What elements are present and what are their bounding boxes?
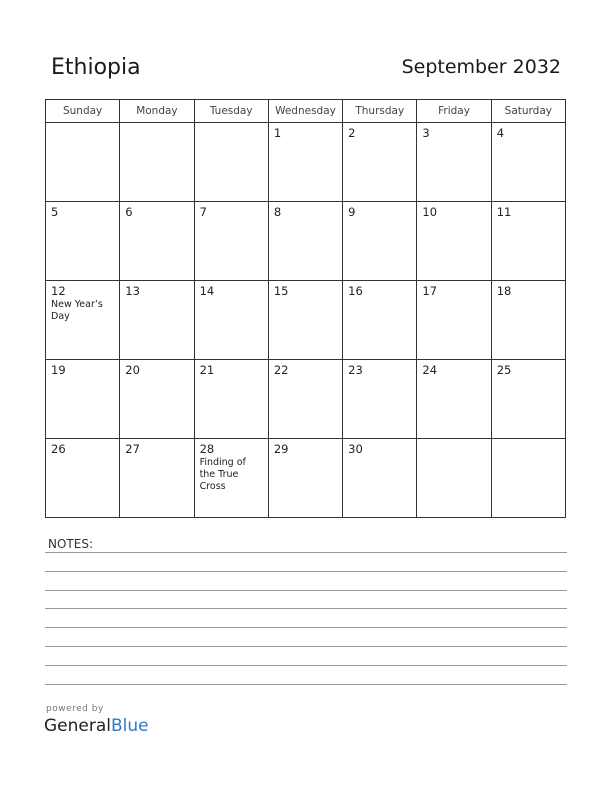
day-cell: [120, 439, 194, 518]
day-cell: [120, 281, 194, 360]
calendar-grid: [45, 99, 566, 518]
weekday-wednesday: Wednesday: [268, 100, 342, 123]
note-line: [45, 571, 567, 572]
weekday-sunday: Sunday: [46, 100, 120, 123]
weekday-header-row: [46, 100, 566, 123]
day-number: 11: [496, 205, 512, 219]
day-cell: [268, 202, 342, 281]
day-number: 28: [199, 442, 215, 456]
day-cell: [417, 123, 491, 202]
day-cell: [120, 360, 194, 439]
day-number: 30: [348, 442, 363, 456]
week-row: [46, 123, 566, 202]
holiday-label: New Year’s Day: [51, 299, 103, 322]
day-cell: [491, 281, 565, 360]
day-cell: [343, 439, 417, 518]
powered-by-text: powered by: [46, 704, 104, 714]
weekday-saturday: Saturday: [491, 100, 565, 123]
day-cell: [343, 360, 417, 439]
day-cell: [120, 123, 194, 202]
day-number: 13: [125, 284, 140, 298]
week-row: [46, 202, 566, 281]
day-number: 17: [422, 284, 438, 298]
brand-logo: [44, 716, 149, 736]
day-cell: [46, 123, 120, 202]
weekday-friday: Friday: [417, 100, 491, 123]
day-cell: [343, 281, 417, 360]
day-cell: [194, 439, 268, 518]
day-number: 10: [422, 205, 438, 219]
note-line: [45, 552, 567, 553]
brand-blue: Blue: [111, 716, 149, 736]
day-cell: [194, 123, 268, 202]
day-number: 19: [51, 363, 66, 377]
day-number: 22: [273, 363, 289, 377]
country-title: Ethiopia: [51, 55, 141, 80]
day-cell: [343, 123, 417, 202]
day-cell: [194, 360, 268, 439]
day-number: 1: [273, 126, 282, 140]
note-line: [45, 590, 567, 591]
day-cell: [46, 281, 120, 360]
day-cell: [46, 439, 120, 518]
day-number: 24: [422, 363, 438, 377]
month-year-title: September 2032: [401, 56, 561, 78]
day-number: 8: [273, 205, 282, 219]
note-line: [45, 608, 567, 609]
day-number: 5: [51, 205, 59, 219]
day-cell: [491, 439, 565, 518]
day-cell: [268, 281, 342, 360]
day-number: 29: [273, 442, 289, 456]
note-line: [45, 646, 567, 647]
day-number: 2: [348, 126, 356, 140]
day-number: 18: [496, 284, 512, 298]
notes-label: NOTES:: [48, 537, 93, 551]
week-row: [46, 439, 566, 518]
note-line: [45, 627, 567, 628]
weekday-tuesday: Tuesday: [194, 100, 268, 123]
day-cell: [194, 281, 268, 360]
week-row: [46, 360, 566, 439]
day-number: 14: [199, 284, 215, 298]
note-line: [45, 684, 567, 685]
day-number: 27: [125, 442, 140, 456]
weekday-monday: Monday: [120, 100, 194, 123]
week-row: [46, 281, 566, 360]
day-number: 9: [348, 205, 356, 219]
day-number: 3: [422, 126, 430, 140]
day-cell: [46, 202, 120, 281]
day-number: 26: [51, 442, 66, 456]
holiday-label: Finding of the True Cross: [199, 457, 246, 492]
day-number: 12: [51, 284, 66, 298]
day-cell: [491, 202, 565, 281]
day-cell: [417, 202, 491, 281]
day-number: 6: [125, 205, 133, 219]
brand-general: General: [44, 716, 111, 736]
day-number: 25: [496, 363, 512, 377]
day-cell: [491, 360, 565, 439]
day-cell: [268, 123, 342, 202]
day-cell: [268, 360, 342, 439]
day-cell: [343, 202, 417, 281]
day-cell: [120, 202, 194, 281]
weekday-thursday: Thursday: [343, 100, 417, 123]
day-cell: [268, 439, 342, 518]
day-cell: [417, 360, 491, 439]
day-number: 15: [273, 284, 289, 298]
day-cell: [491, 123, 565, 202]
day-number: 16: [348, 284, 363, 298]
day-number: 20: [125, 363, 140, 377]
day-cell: [46, 360, 120, 439]
day-cell: [194, 202, 268, 281]
day-number: 21: [199, 363, 215, 377]
day-number: 7: [199, 205, 207, 219]
day-cell: [417, 439, 491, 518]
day-number: 4: [496, 126, 505, 140]
day-number: 23: [348, 363, 363, 377]
note-line: [45, 665, 567, 666]
day-cell: [417, 281, 491, 360]
